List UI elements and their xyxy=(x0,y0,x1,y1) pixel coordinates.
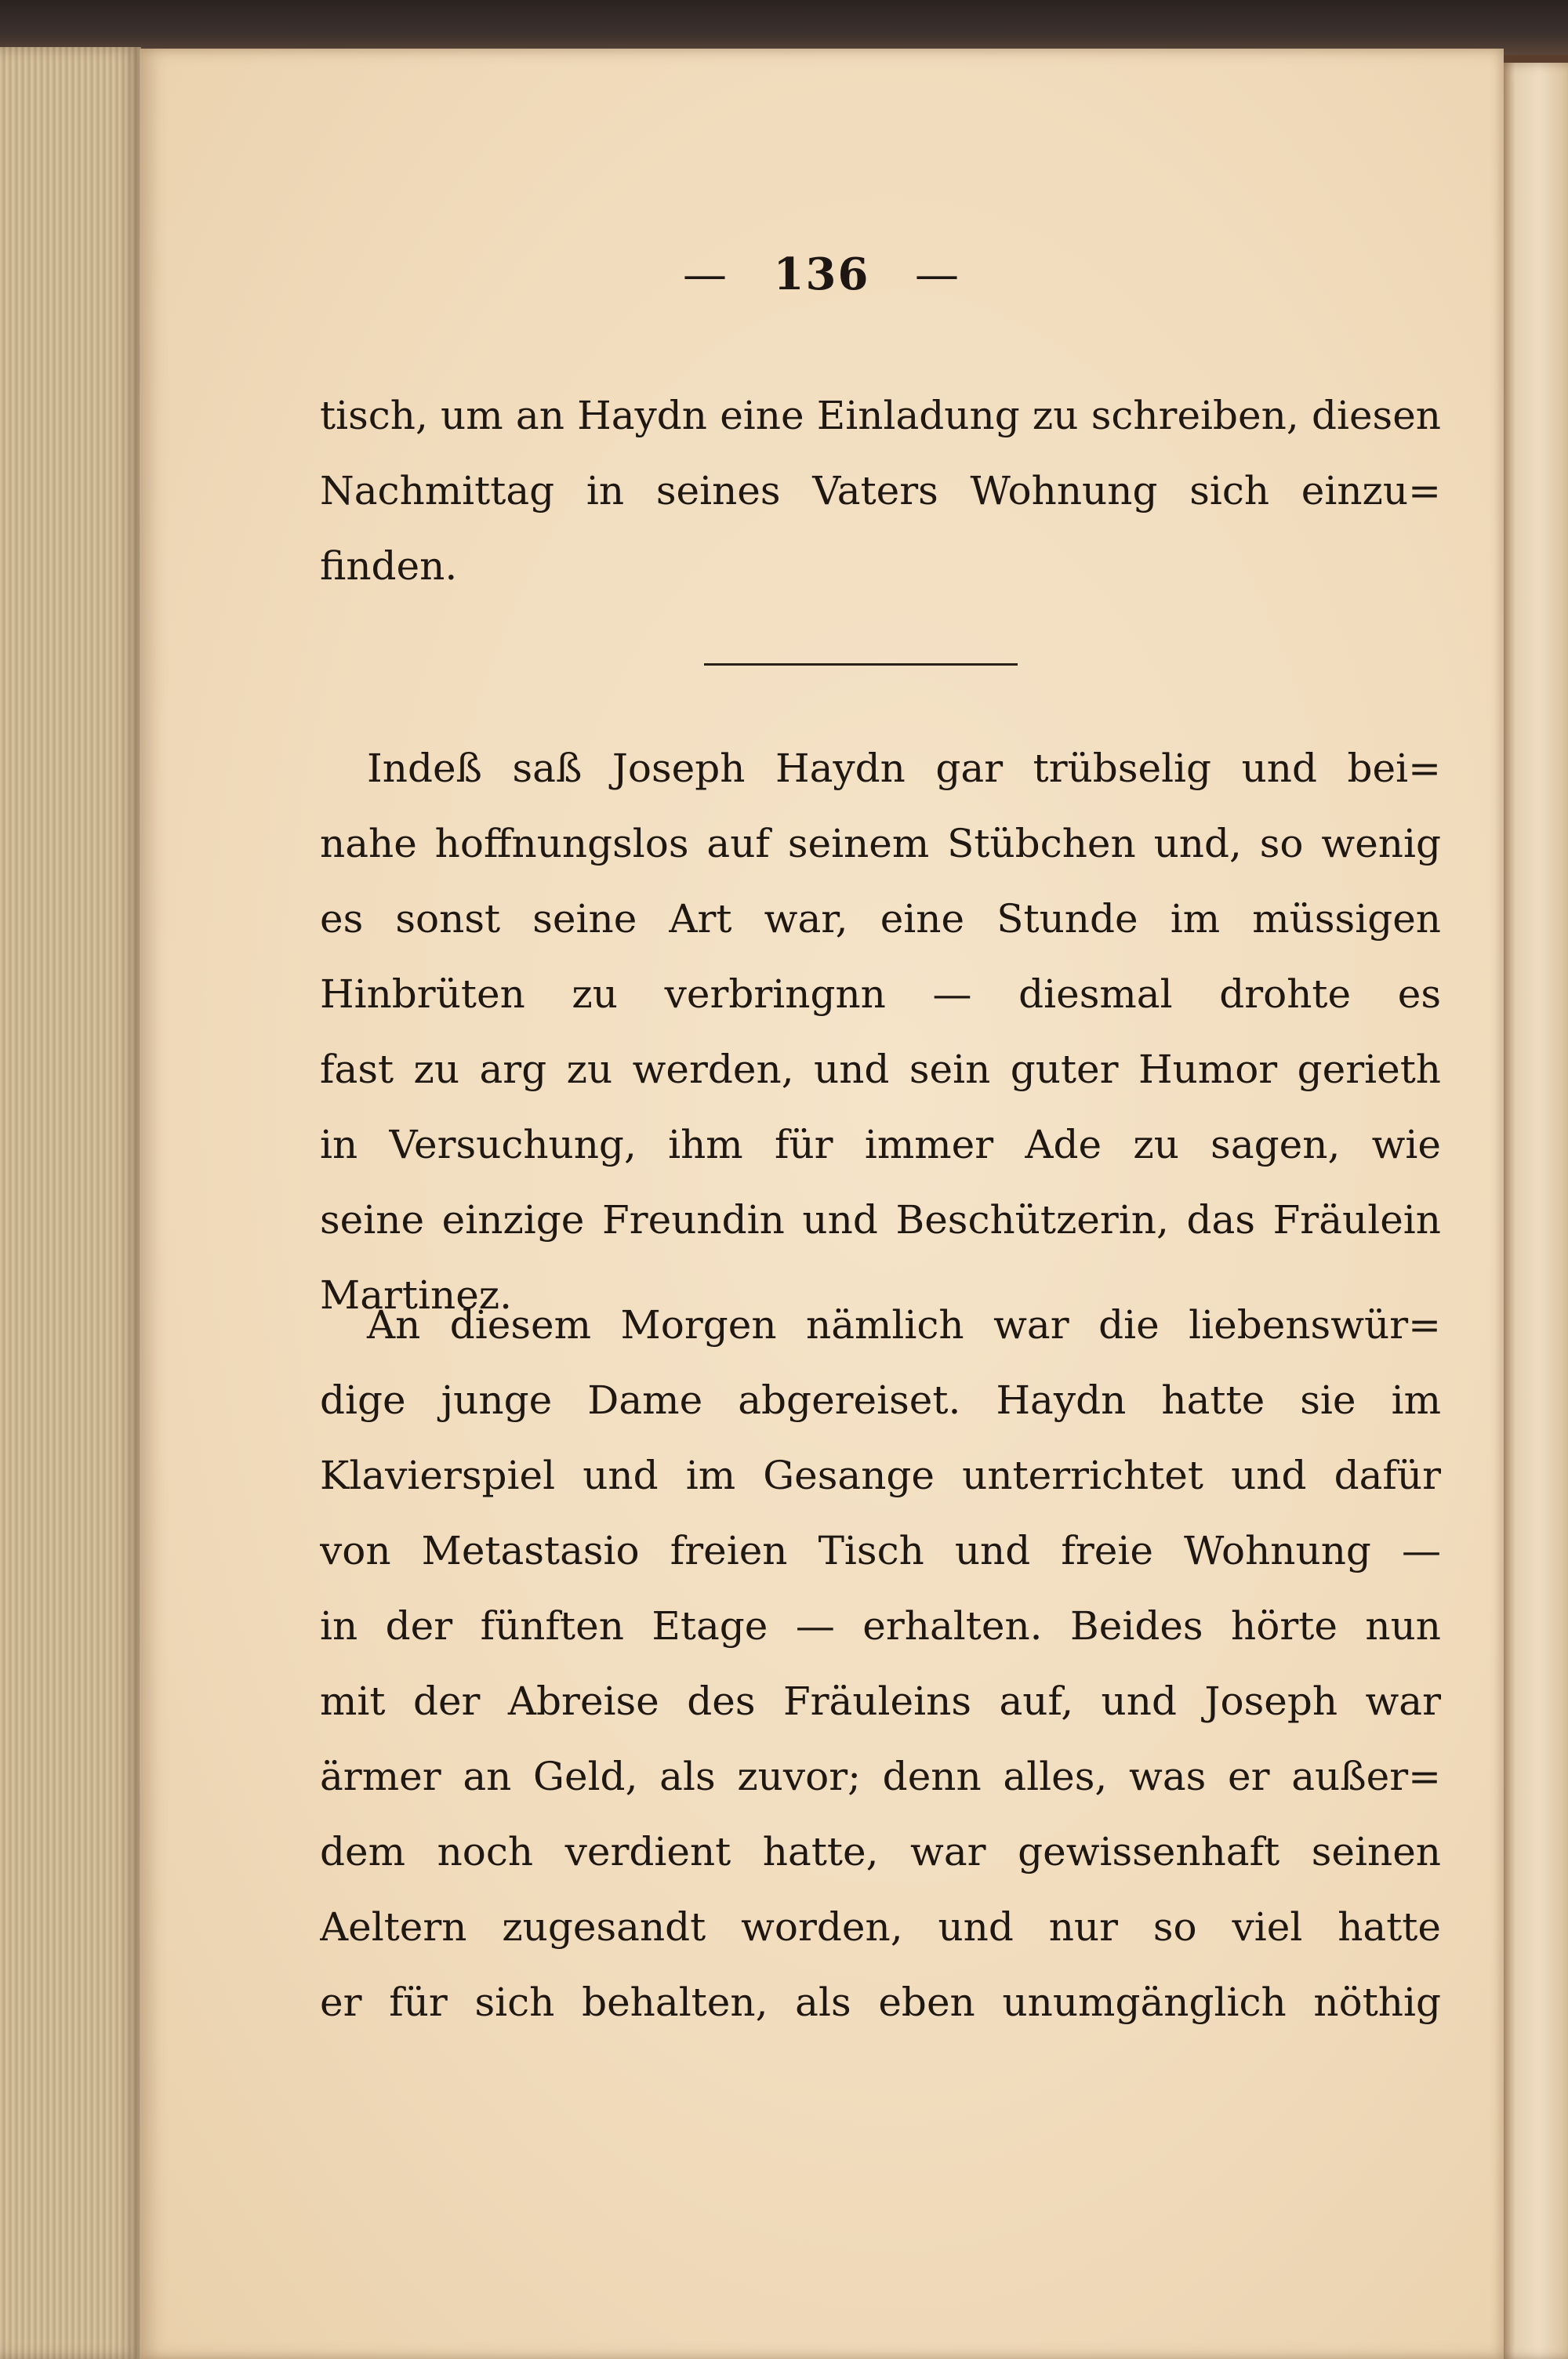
text-line: fast zu arg zu werden, und sein guter Humor gerieth xyxy=(320,1047,1441,1092)
paragraph-indess xyxy=(320,731,1441,1333)
text-line: es sonst seine Art war, eine Stunde im müssigen xyxy=(320,896,1441,942)
book-page xyxy=(140,49,1504,2359)
text-line: in Versuchung, ihm für immer Ade zu sagen, wie xyxy=(320,1122,1441,1167)
text-line: von Metastasio freien Tisch und freie Wohnung — xyxy=(320,1528,1441,1573)
text-line: Indeß saß Joseph Haydn gar trübselig und bei= xyxy=(367,746,1441,791)
text-line: Klavierspiel und im Gesange unterrichtet und dafür xyxy=(320,1453,1441,1498)
text-line: finden. xyxy=(320,543,458,589)
text-line: Hinbrüten zu verbringnn — diesmal drohte es xyxy=(320,971,1441,1017)
text-line: seine einzige Freundin und Beschützerin, das Fräulein xyxy=(320,1197,1441,1243)
page-edges xyxy=(0,47,141,2359)
page-header xyxy=(140,249,1504,300)
text-line: nahe hoffnungslos auf seinem Stübchen und, so wenig xyxy=(320,821,1441,866)
text-line: tisch, um an Haydn eine Einladung zu schreiben, diesen xyxy=(320,393,1441,438)
page-number: 136 xyxy=(773,249,870,300)
text-line: dige junge Dame abgereiset. Haydn hatte sie im xyxy=(320,1377,1441,1423)
text-line: in der fünften Etage — erhalten. Beides hörte nun xyxy=(320,1603,1441,1649)
text-line: er für sich behalten, als eben unumgänglich nöthig xyxy=(320,1980,1441,2025)
adjacent-page-edge xyxy=(1497,63,1568,2359)
header-dash-right: — xyxy=(914,249,960,300)
text-line: ärmer an Geld, als zuvor; denn alles, was er außer= xyxy=(320,1754,1441,1799)
paragraph-continuation xyxy=(320,378,1441,604)
text-line: An diesem Morgen nämlich war die liebenswür= xyxy=(367,1302,1441,1348)
section-divider xyxy=(704,663,1018,666)
text-line: dem noch verdient hatte, war gewissenhaft seinen xyxy=(320,1829,1441,1874)
text-line: mit der Abreise des Fräuleins auf, und Joseph war xyxy=(320,1679,1441,1724)
text-line: Nachmittag in seines Vaters Wohnung sich einzu= xyxy=(320,468,1441,514)
header-dash-left: — xyxy=(683,249,729,300)
text-line: Aeltern zugesandt worden, und nur so viel hatte xyxy=(320,1904,1441,1950)
book-spine-top xyxy=(0,0,1568,55)
paragraph-an-diesem-morgen xyxy=(320,1287,1441,2040)
text-line: Martinez. xyxy=(320,1272,513,1318)
